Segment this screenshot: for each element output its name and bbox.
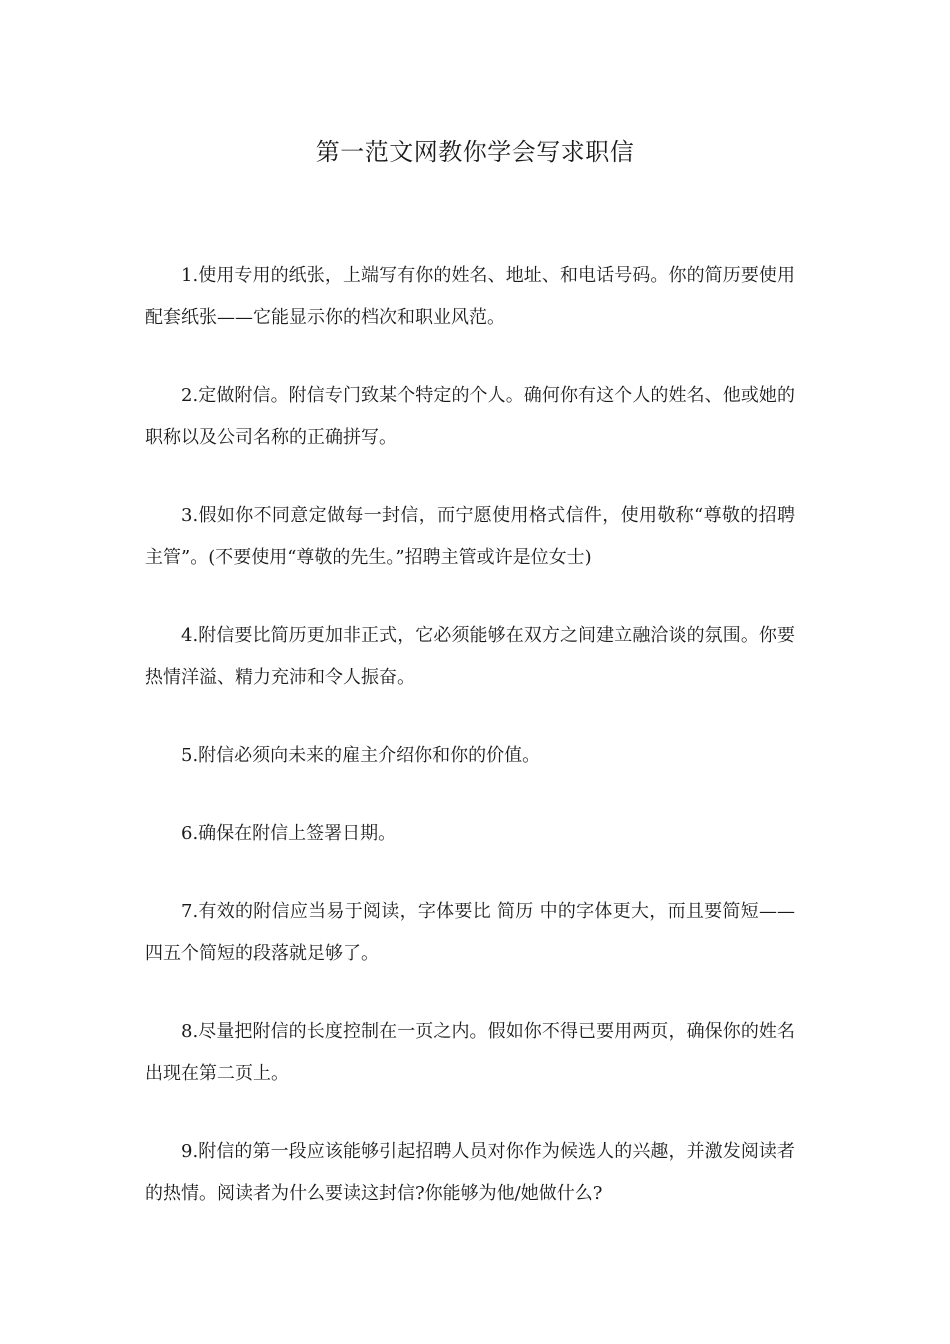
paragraph-5: 5.附信必须向未来的雇主介绍你和你的价值。: [181, 745, 541, 766]
paragraph-9: 9.附信的第一段应该能够引起招聘人员对你作为候选人的兴趣，并激发阅读者的热情。阅读者为什么要读这封信?你能够为他/她做什么?: [145, 1141, 795, 1204]
paragraph-7: 7.有效的附信应当易于阅读，字体要比 简历 中的字体更大，而且要简短——四五个简短的段落就足够了。: [145, 901, 795, 964]
paragraph-4: 4.附信要比简历更加非正式，它必须能够在双方之间建立融洽谈的氛围。你要热情洋溢、精力充沛和令人振奋。: [145, 625, 795, 688]
paragraph-6: 6.确保在附信上签署日期。: [181, 823, 397, 844]
document-title: 第一范文网教你学会写求职信: [315, 138, 635, 166]
paragraph-2: 2.定做附信。附信专门致某个特定的个人。确何你有这个人的姓名、他或她的职称以及公司名称的正确拼写。: [145, 385, 795, 448]
paragraph-8: 8.尽量把附信的长度控制在一页之内。假如你不得已要用两页，确保你的姓名出现在第二页上。: [145, 1021, 795, 1084]
paragraph-1: 1.使用专用的纸张，上端写有你的姓名、地址、和电话号码。你的简历要使用配套纸张——它能显示你的档次和职业风范。: [145, 265, 795, 328]
paragraph-3: 3.假如你不同意定做每一封信，而宁愿使用格式信件，使用敬称“尊敬的招聘主管”。(不要使用“尊敬的先生。”招聘主管或许是位女士): [145, 505, 795, 568]
document-body: [145, 255, 795, 1251]
